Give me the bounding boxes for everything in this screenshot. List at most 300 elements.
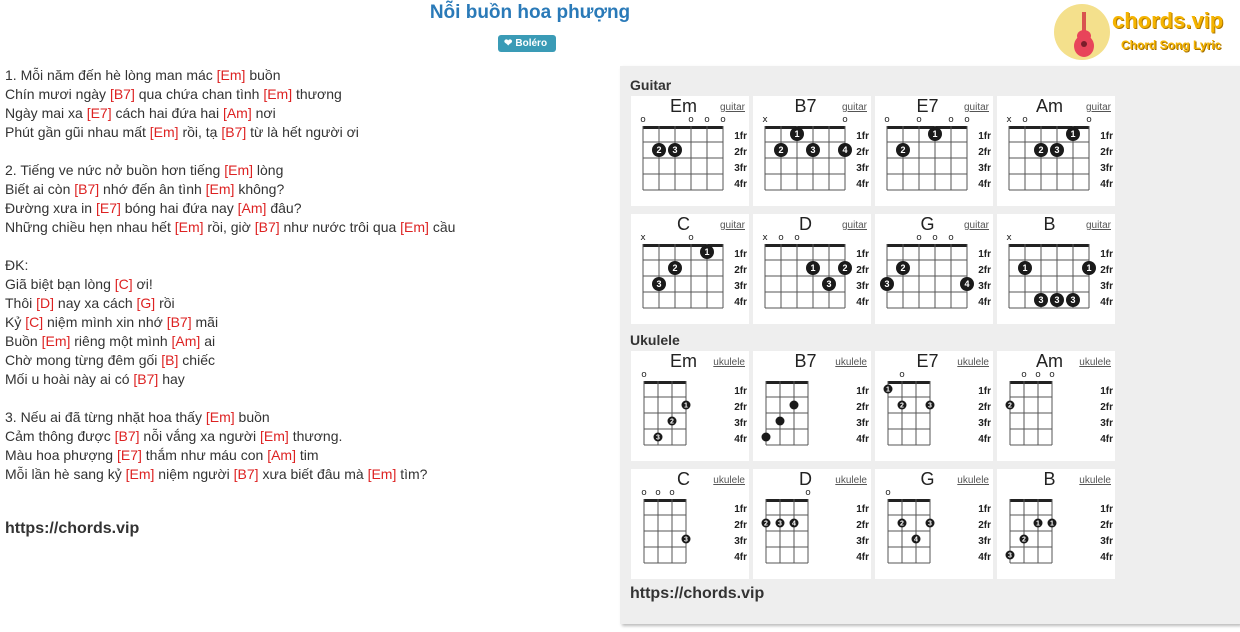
chord-link[interactable]: [Am]	[222, 105, 252, 121]
chord-name: G	[920, 214, 935, 234]
chord-diagram	[875, 351, 993, 461]
chord-instrument-link[interactable]: guitar	[719, 102, 745, 113]
chord-card-d[interactable]	[753, 214, 871, 324]
chord-name: Am	[1036, 96, 1063, 116]
chord-link[interactable]: [D]	[36, 295, 55, 311]
nut	[888, 381, 930, 384]
lyric-line	[5, 104, 605, 123]
chord-diagram	[631, 214, 749, 324]
open-string-mark: o	[641, 488, 647, 498]
lyric-text: hay	[158, 371, 185, 387]
lyric-blank	[5, 237, 605, 256]
chord-link[interactable]: [Em]	[205, 409, 235, 425]
chord-card-c[interactable]	[631, 469, 749, 579]
chord-name: B7	[794, 96, 817, 116]
lyric-text: niệm người	[154, 466, 234, 482]
finger-number: 1	[1036, 520, 1040, 528]
site-url[interactable]: https://chords.vip	[5, 520, 140, 537]
chord-card-b7[interactable]	[753, 351, 871, 461]
finger-number: 1	[932, 129, 938, 140]
fret-label: 3fr	[1100, 281, 1113, 292]
open-string-mark: o	[932, 233, 938, 243]
chord-diagram	[753, 469, 871, 579]
open-string-mark: o	[794, 233, 800, 243]
finger-number: 4	[842, 145, 848, 156]
fret-label: 1fr	[978, 131, 991, 142]
chord-link[interactable]: [B7]	[233, 466, 259, 482]
finger-number: 2	[1022, 536, 1026, 544]
nut	[766, 499, 808, 502]
lyric-line	[5, 66, 605, 85]
finger-number: 3	[928, 520, 932, 528]
lyric-line	[5, 370, 605, 389]
finger-number: 2	[670, 418, 674, 426]
fret-label: 2fr	[978, 402, 991, 413]
lyric-text: Chờ mong từng đêm gối	[5, 352, 162, 368]
open-string-mark: o	[964, 115, 970, 125]
fret-label: 3fr	[856, 281, 869, 292]
lyric-text: niệm mình xin nhớ	[43, 314, 167, 330]
open-string-mark: o	[778, 233, 784, 243]
panel-url[interactable]: https://chords.vip	[630, 585, 765, 602]
nut	[1009, 244, 1089, 247]
lyric-text: Màu hoa phượng	[5, 447, 117, 463]
chord-instrument-link[interactable]: ukulele	[957, 475, 989, 486]
lyric-text: xưa biết đâu mà	[258, 466, 368, 482]
open-string-mark: o	[916, 115, 922, 125]
chord-link[interactable]: [Am]	[267, 447, 296, 463]
fret-label: 1fr	[734, 249, 747, 260]
fret-label: 4fr	[1100, 179, 1113, 190]
chord-instrument-link[interactable]: guitar	[963, 220, 989, 231]
finger-number: 3	[810, 145, 816, 156]
chord-diagram	[997, 214, 1115, 324]
open-string-mark: o	[1086, 115, 1092, 125]
finger-number: 2	[900, 145, 906, 156]
lyric-text: Buồn	[5, 333, 42, 349]
chord-card-e7[interactable]	[875, 351, 993, 461]
finger-number: 3	[656, 434, 660, 442]
finger-number: 1	[794, 129, 800, 140]
fret-label: 3fr	[856, 163, 869, 174]
finger-number: 3	[1008, 552, 1012, 560]
chord-link[interactable]: [Em]	[260, 428, 289, 444]
lyric-text: từ là hết người ơi	[246, 124, 359, 140]
chord-diagram	[631, 96, 749, 206]
open-string-mark: o	[1049, 370, 1055, 380]
finger-number: 2	[842, 263, 848, 274]
lyric-line	[5, 313, 605, 332]
chord-instrument-link[interactable]: ukulele	[1079, 475, 1111, 486]
chord-link[interactable]: [Em]	[149, 124, 179, 140]
fret-label: 2fr	[978, 147, 991, 158]
chord-link[interactable]: [B]	[161, 352, 179, 368]
lyric-text: Biết ai còn	[5, 181, 75, 197]
lyric-text: buồn	[234, 409, 270, 425]
chord-card-b7[interactable]	[753, 96, 871, 206]
open-string-mark: o	[884, 115, 890, 125]
nut	[887, 244, 967, 247]
chord-instrument-link[interactable]: ukulele	[713, 357, 745, 368]
chord-card-am[interactable]	[997, 96, 1115, 206]
muted-string-mark: x	[1006, 233, 1012, 243]
finger-number: 2	[900, 263, 906, 274]
chord-card-d[interactable]	[753, 469, 871, 579]
lyric-text: Mối u hoài này ai có	[5, 371, 134, 387]
chord-name: B	[1043, 469, 1056, 489]
lyric-text: chiếc	[178, 352, 215, 368]
lyric-text: thương.	[288, 428, 343, 444]
lyric-line	[5, 294, 605, 313]
fret-label: 2fr	[734, 265, 747, 276]
chord-name: E7	[916, 96, 939, 116]
lyric-text: cầu	[428, 219, 456, 235]
chord-name: C	[677, 214, 690, 234]
finger-number: 1	[886, 386, 890, 394]
lyrics-block	[5, 66, 605, 484]
lyric-text: lòng	[253, 162, 284, 178]
chord-instrument-link[interactable]: guitar	[719, 220, 745, 231]
chord-card-e7[interactable]	[875, 96, 993, 206]
lyric-line	[5, 351, 605, 370]
chord-instrument-link[interactable]: guitar	[841, 220, 867, 231]
chord-link[interactable]: [Em]	[41, 333, 71, 349]
chord-diagram	[875, 469, 993, 579]
fret-label: 1fr	[978, 249, 991, 260]
muted-string-mark: x	[640, 233, 646, 243]
chord-instrument-link[interactable]: ukulele	[835, 475, 867, 486]
lyric-line	[5, 408, 605, 427]
finger-number: 3	[928, 402, 932, 410]
nut	[888, 499, 930, 502]
chord-link[interactable]: [Em]	[400, 219, 429, 235]
finger-number: 2	[656, 145, 662, 156]
lyric-text: không?	[234, 181, 285, 197]
lyric-text: nỗi vắng xa người	[139, 428, 261, 444]
lyric-text: Chín mươi ngày	[5, 86, 110, 102]
lyric-line	[5, 275, 605, 294]
nut	[1010, 499, 1052, 502]
finger-number: 3	[1054, 145, 1060, 156]
fret-label: 2fr	[1100, 265, 1113, 276]
fret-label: 4fr	[978, 297, 991, 308]
lyric-line	[5, 218, 605, 237]
nut	[765, 244, 845, 247]
fret-label: 4fr	[856, 179, 869, 190]
lyric-text: ĐK:	[5, 257, 29, 273]
chord-link[interactable]: [B7]	[221, 124, 247, 140]
chord-card-g[interactable]	[875, 469, 993, 579]
chord-instrument-link[interactable]: guitar	[1085, 102, 1111, 113]
fret-label: 1fr	[1100, 504, 1113, 515]
lyric-text: qua chứa chan tình	[134, 86, 264, 102]
chord-name: Am	[1036, 351, 1063, 371]
open-string-mark: o	[916, 233, 922, 243]
lyric-text: Thôi	[5, 295, 37, 311]
finger-number: 4	[964, 279, 970, 290]
open-string-mark: o	[899, 370, 905, 380]
lyric-text: nay xa cách	[54, 295, 137, 311]
guitar-section-title: Guitar	[630, 77, 672, 93]
nut	[887, 126, 967, 129]
lyric-text: đâu?	[266, 200, 302, 216]
fret-label: 4fr	[1100, 297, 1113, 308]
finger-number: 2	[1038, 145, 1044, 156]
fret-label: 3fr	[978, 418, 991, 429]
genre-badge[interactable]	[498, 35, 556, 52]
open-string-mark: o	[704, 115, 710, 125]
finger-dot	[790, 401, 799, 410]
finger-number: 1	[810, 263, 816, 274]
muted-string-mark: x	[762, 233, 768, 243]
fret-label: 3fr	[734, 163, 747, 174]
chord-instrument-link[interactable]: guitar	[963, 102, 989, 113]
song-title: Nỗi buồn hoa phượng	[429, 2, 631, 23]
heart-icon: ❤	[504, 38, 513, 49]
fret-label: 1fr	[856, 249, 869, 260]
chord-link[interactable]: [B7]	[74, 181, 100, 197]
chord-instrument-link[interactable]: ukulele	[1079, 357, 1111, 368]
chord-diagram	[997, 351, 1115, 461]
chord-diagram	[631, 469, 749, 579]
fret-label: 3fr	[978, 536, 991, 547]
open-string-mark: o	[842, 115, 848, 125]
fret-label: 2fr	[856, 520, 869, 531]
fret-label: 4fr	[1100, 434, 1113, 445]
open-string-mark: o	[720, 115, 726, 125]
lyric-text: 2. Tiếng ve nức nở buồn hơn tiếng	[5, 162, 225, 178]
finger-number: 3	[656, 279, 662, 290]
chord-link[interactable]: [Em]	[205, 181, 235, 197]
lyric-line	[5, 123, 605, 142]
finger-number: 2	[764, 520, 768, 528]
finger-number: 4	[914, 536, 918, 544]
chord-link[interactable]: [E7]	[86, 105, 112, 121]
chord-diagram	[631, 351, 749, 461]
nut	[765, 126, 845, 129]
lyric-text: riêng một mình	[70, 333, 172, 349]
chord-link[interactable]: [C]	[114, 276, 133, 292]
fret-label: 2fr	[856, 402, 869, 413]
finger-number: 3	[1054, 295, 1060, 306]
lyric-text: bóng hai đứa nay	[120, 200, 238, 216]
nut	[1010, 381, 1052, 384]
lyric-text: tim	[295, 447, 319, 463]
chord-instrument-link[interactable]: ukulele	[713, 475, 745, 486]
chord-link[interactable]: [B7]	[109, 86, 135, 102]
chord-name: G	[920, 469, 935, 489]
finger-number: 1	[1050, 520, 1054, 528]
chord-name: B7	[794, 351, 817, 371]
fret-label: 4fr	[734, 434, 747, 445]
chord-card-g[interactable]	[875, 214, 993, 324]
fret-label: 4fr	[1100, 552, 1113, 563]
finger-number: 1	[704, 247, 710, 258]
chord-card-b[interactable]	[997, 214, 1115, 324]
open-string-mark: o	[948, 115, 954, 125]
muted-string-mark: x	[762, 115, 768, 125]
chord-name: D	[799, 469, 812, 489]
lyric-blank	[5, 389, 605, 408]
open-string-mark: o	[669, 488, 675, 498]
lyric-text: Kỷ	[5, 314, 26, 330]
fret-label: 3fr	[1100, 536, 1113, 547]
chord-instrument-link[interactable]: guitar	[1085, 220, 1111, 231]
lyric-line	[5, 180, 605, 199]
lyric-text: ai	[200, 333, 216, 349]
lyric-text: 1. Mỗi năm đến hè lòng man mác	[5, 67, 217, 83]
muted-string-mark: x	[1006, 115, 1012, 125]
fret-label: 2fr	[734, 147, 747, 158]
chord-link[interactable]: [Am]	[237, 200, 267, 216]
fret-label: 1fr	[734, 386, 747, 397]
fret-label: 3fr	[856, 418, 869, 429]
open-string-mark: o	[1022, 115, 1028, 125]
chord-link[interactable]: [B7]	[133, 371, 159, 387]
lyric-line	[5, 199, 605, 218]
chord-link[interactable]: [Em]	[224, 162, 253, 178]
chord-name: B	[1043, 214, 1056, 234]
open-string-mark: o	[688, 115, 694, 125]
fret-label: 1fr	[856, 386, 869, 397]
fret-label: 1fr	[978, 386, 991, 397]
lyric-line	[5, 85, 605, 104]
genre-label: Boléro	[515, 38, 548, 49]
finger-number: 2	[900, 402, 904, 410]
fret-label: 4fr	[734, 552, 747, 563]
chord-link[interactable]: [C]	[25, 314, 44, 330]
finger-number: 4	[792, 520, 796, 528]
lyric-line	[5, 161, 605, 180]
guitar-chord-grid	[631, 96, 1121, 324]
chord-link[interactable]: [B7]	[114, 428, 140, 444]
chord-link[interactable]: [Em]	[216, 67, 246, 83]
chord-link[interactable]: [Em]	[367, 466, 397, 482]
chord-diagram	[753, 96, 871, 206]
fret-label: 2fr	[978, 520, 991, 531]
finger-number: 3	[1038, 295, 1044, 306]
fret-label: 1fr	[856, 504, 869, 515]
chord-card-b[interactable]	[997, 469, 1115, 579]
open-string-mark: o	[1035, 370, 1041, 380]
lyric-line	[5, 427, 605, 446]
finger-number: 1	[1086, 263, 1092, 274]
chord-link[interactable]: [G]	[136, 295, 156, 311]
chord-card-em[interactable]	[631, 351, 749, 461]
fret-label: 1fr	[1100, 131, 1113, 142]
site-logo[interactable]	[1054, 2, 1240, 62]
finger-number: 1	[1022, 263, 1028, 274]
open-string-mark: o	[688, 233, 694, 243]
finger-number: 2	[1008, 402, 1012, 410]
fret-label: 4fr	[978, 552, 991, 563]
logo-brand: chords.vip	[1112, 8, 1224, 33]
lyric-text: nhớ đến ân tình	[99, 181, 206, 197]
open-string-mark: o	[948, 233, 954, 243]
finger-dot	[762, 433, 771, 442]
chord-card-em[interactable]	[631, 96, 749, 206]
lyric-text: rồi, giờ	[203, 219, 255, 235]
chord-link[interactable]: [E7]	[95, 200, 121, 216]
fret-label: 1fr	[734, 131, 747, 142]
chord-instrument-link[interactable]: ukulele	[957, 357, 989, 368]
lyric-text: Phút gần gũi nhau mất	[5, 124, 150, 140]
open-string-mark: o	[655, 488, 661, 498]
chord-link[interactable]: [Em]	[125, 466, 155, 482]
lyric-text: thương	[292, 86, 342, 102]
fret-label: 1fr	[856, 131, 869, 142]
lyric-text: như nước trôi qua	[279, 219, 401, 235]
chord-instrument-link[interactable]: ukulele	[835, 357, 867, 368]
ukulele-chord-grid	[631, 351, 1121, 579]
fret-label: 3fr	[1100, 418, 1113, 429]
logo-subtitle: Chord Song Lyric	[1121, 38, 1222, 52]
fret-label: 4fr	[978, 179, 991, 190]
fret-label: 3fr	[734, 281, 747, 292]
lyric-line	[5, 465, 605, 484]
open-string-mark: o	[640, 115, 646, 125]
guitar-icon	[1072, 12, 1096, 58]
chord-link[interactable]: [Em]	[174, 219, 204, 235]
fret-label: 4fr	[734, 297, 747, 308]
fret-label: 4fr	[734, 179, 747, 190]
chord-name: Em	[670, 351, 697, 371]
lyric-text: Cảm thông được	[5, 428, 115, 444]
chord-diagram	[997, 469, 1115, 579]
chord-diagram	[997, 96, 1115, 206]
lyric-text: Ngày mai xa	[5, 105, 87, 121]
lyric-line	[5, 446, 605, 465]
fret-label: 3fr	[1100, 163, 1113, 174]
chord-name: C	[677, 469, 690, 489]
finger-number: 3	[826, 279, 832, 290]
chord-link[interactable]: [B7]	[254, 219, 280, 235]
fret-label: 1fr	[1100, 249, 1113, 260]
chord-link[interactable]: [B7]	[166, 314, 192, 330]
finger-number: 3	[884, 279, 890, 290]
finger-number: 2	[900, 520, 904, 528]
lyric-text: cách hai đứa hai	[111, 105, 223, 121]
fret-label: 1fr	[1100, 386, 1113, 397]
chord-link[interactable]: [Am]	[171, 333, 201, 349]
lyric-text: Giã biệt bạn lòng	[5, 276, 115, 292]
chord-link[interactable]: [E7]	[116, 447, 142, 463]
chord-link[interactable]: [Em]	[263, 86, 293, 102]
fret-label: 2fr	[856, 147, 869, 158]
fret-label: 4fr	[978, 434, 991, 445]
lyric-text: nơi	[251, 105, 276, 121]
lyric-text: ơi!	[132, 276, 153, 292]
fret-label: 2fr	[856, 265, 869, 276]
lyric-blank	[5, 142, 605, 161]
lyric-line	[5, 332, 605, 351]
chord-instrument-link[interactable]: guitar	[841, 102, 867, 113]
chord-card-c[interactable]	[631, 214, 749, 324]
fret-label: 3fr	[978, 281, 991, 292]
finger-number: 3	[1070, 295, 1076, 306]
lyric-line	[5, 256, 605, 275]
lyric-text: rồi, tạ	[178, 124, 222, 140]
fret-label: 2fr	[734, 402, 747, 413]
nut	[644, 499, 686, 502]
chord-diagram	[875, 96, 993, 206]
open-string-mark: o	[1021, 370, 1027, 380]
chord-diagram	[875, 214, 993, 324]
fret-label: 1fr	[734, 504, 747, 515]
open-string-mark: o	[885, 488, 891, 498]
chord-card-am[interactable]	[997, 351, 1115, 461]
fret-label: 4fr	[856, 552, 869, 563]
